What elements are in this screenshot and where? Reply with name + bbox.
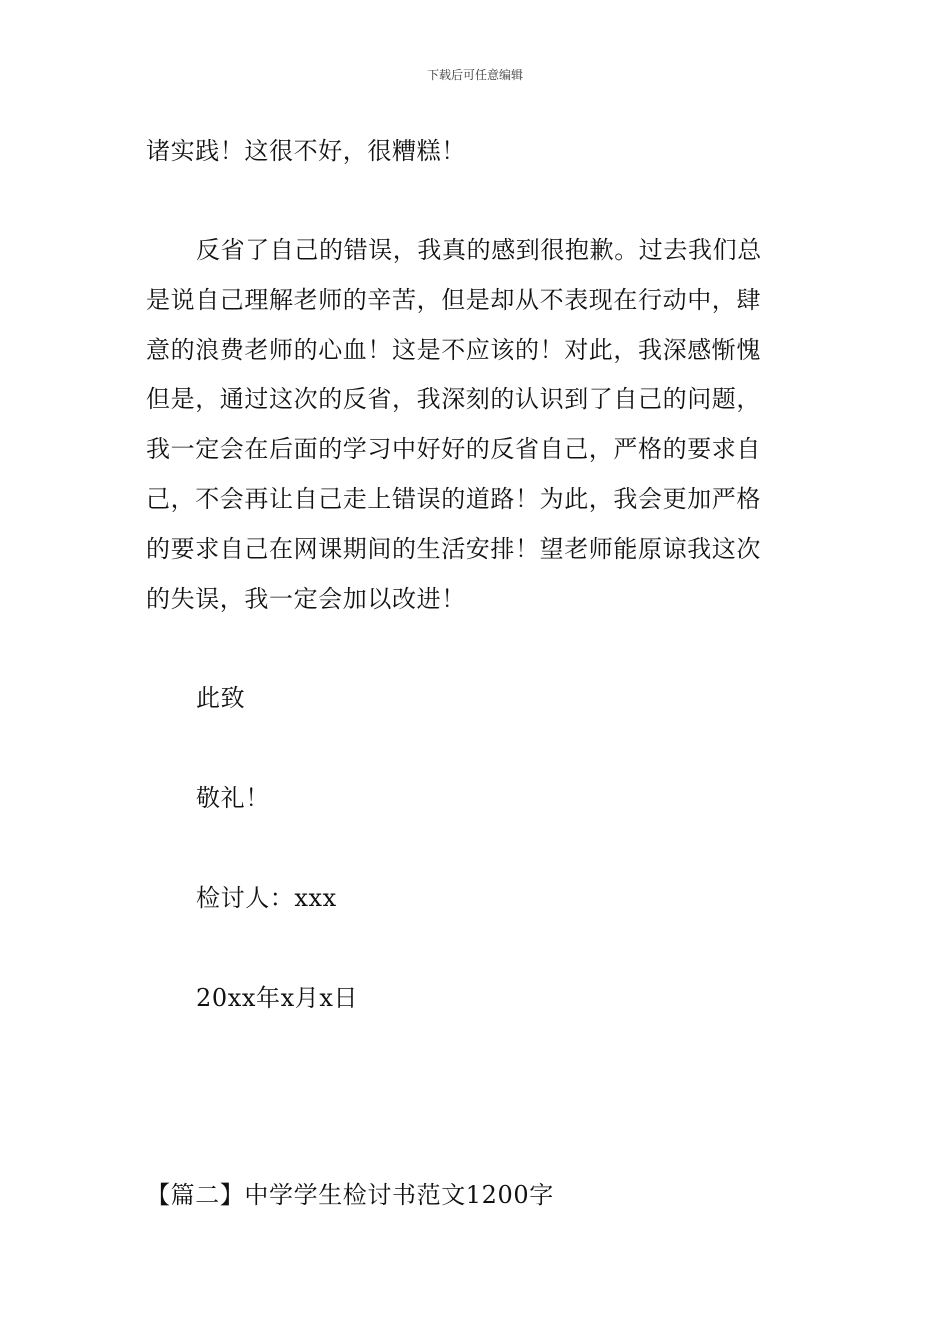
date-line: 20xx年x月x日 — [196, 984, 359, 1012]
closing-line: 此致 — [196, 684, 246, 712]
body-line: 但是，通过这次的反省，我深刻的认识到了自己的问题， — [146, 385, 761, 413]
salute-line: 敬礼！ — [196, 784, 270, 812]
body-line: 己，不会再让自己走上错误的道路！为此，我会更加严格 — [146, 485, 761, 513]
body-line: 是说自己理解老师的辛苦，但是却从不表现在行动中，肆 — [146, 286, 761, 314]
body-line: 的失误，我一定会加以改进！ — [146, 585, 466, 613]
body-line: 我一定会在后面的学习中好好的反省自己，严格的要求自 — [146, 435, 761, 463]
page-header: 下载后可任意编辑 — [426, 68, 523, 82]
section-title: 【篇二】中学学生检讨书范文1200字 — [146, 1181, 554, 1209]
body-line: 反省了自己的错误，我真的感到很抱歉。过去我们总 — [196, 236, 762, 264]
body-line: 的要求自己在网课期间的生活安排！望老师能原谅我这次 — [146, 535, 761, 563]
body-line: 诸实践！这很不好，很糟糕！ — [146, 137, 466, 165]
body-line: 意的浪费老师的心血！这是不应该的！对此，我深感惭愧 — [146, 336, 761, 364]
signer-line: 检讨人：xxx — [196, 884, 337, 912]
